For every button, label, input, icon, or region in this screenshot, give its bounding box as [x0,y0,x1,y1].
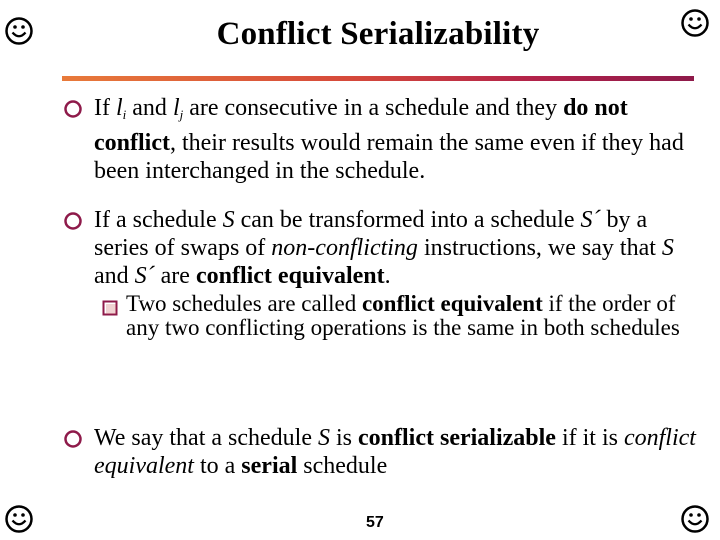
bullet-item-3 [62,424,702,480]
corner-smiley-icon-bottom-left [4,504,34,534]
bullet-1-text: If $l_i$ and $l_j$ are consecutive in a schedule and they do not conflict, their results would remain the same even if they had been interchanged in the schedule. [94,95,684,184]
hollow-circle-bullet-icon [62,428,84,450]
slide-title: Conflict Serializability [216,16,540,52]
var-l-j: $l_j$ [172,95,184,122]
sub-bullet-item [102,292,702,340]
sub-bullet-text: Two schedules are called conflict equivalent if the order of any two conflicting operations is the same in both schedules [126,291,680,340]
bullet-3-text: We say that a schedule S is conflict serializable if it is conflict equivalent to a serial schedule [94,425,696,479]
page-number: 57 [366,514,384,531]
corner-smiley-icon-bottom-right [680,504,710,534]
hollow-square-bullet-icon [102,297,118,313]
bullet-2-text: If a schedule S can be transformed into a schedule S´ by a series of swaps of non-conflicting instructions, we say that S and S´ are conflict equivalent. Two schedules are called conflict equivalent if the order of any two conflicting operations is the same in both schedules [94,206,702,340]
bullet-item-2 [62,206,702,340]
title-underline-rule [62,76,694,81]
bullet-item-1 [62,94,702,185]
hollow-circle-bullet-icon [62,98,84,120]
hollow-circle-bullet-icon [62,210,84,232]
var-l-i: $l_i$ [115,95,127,122]
